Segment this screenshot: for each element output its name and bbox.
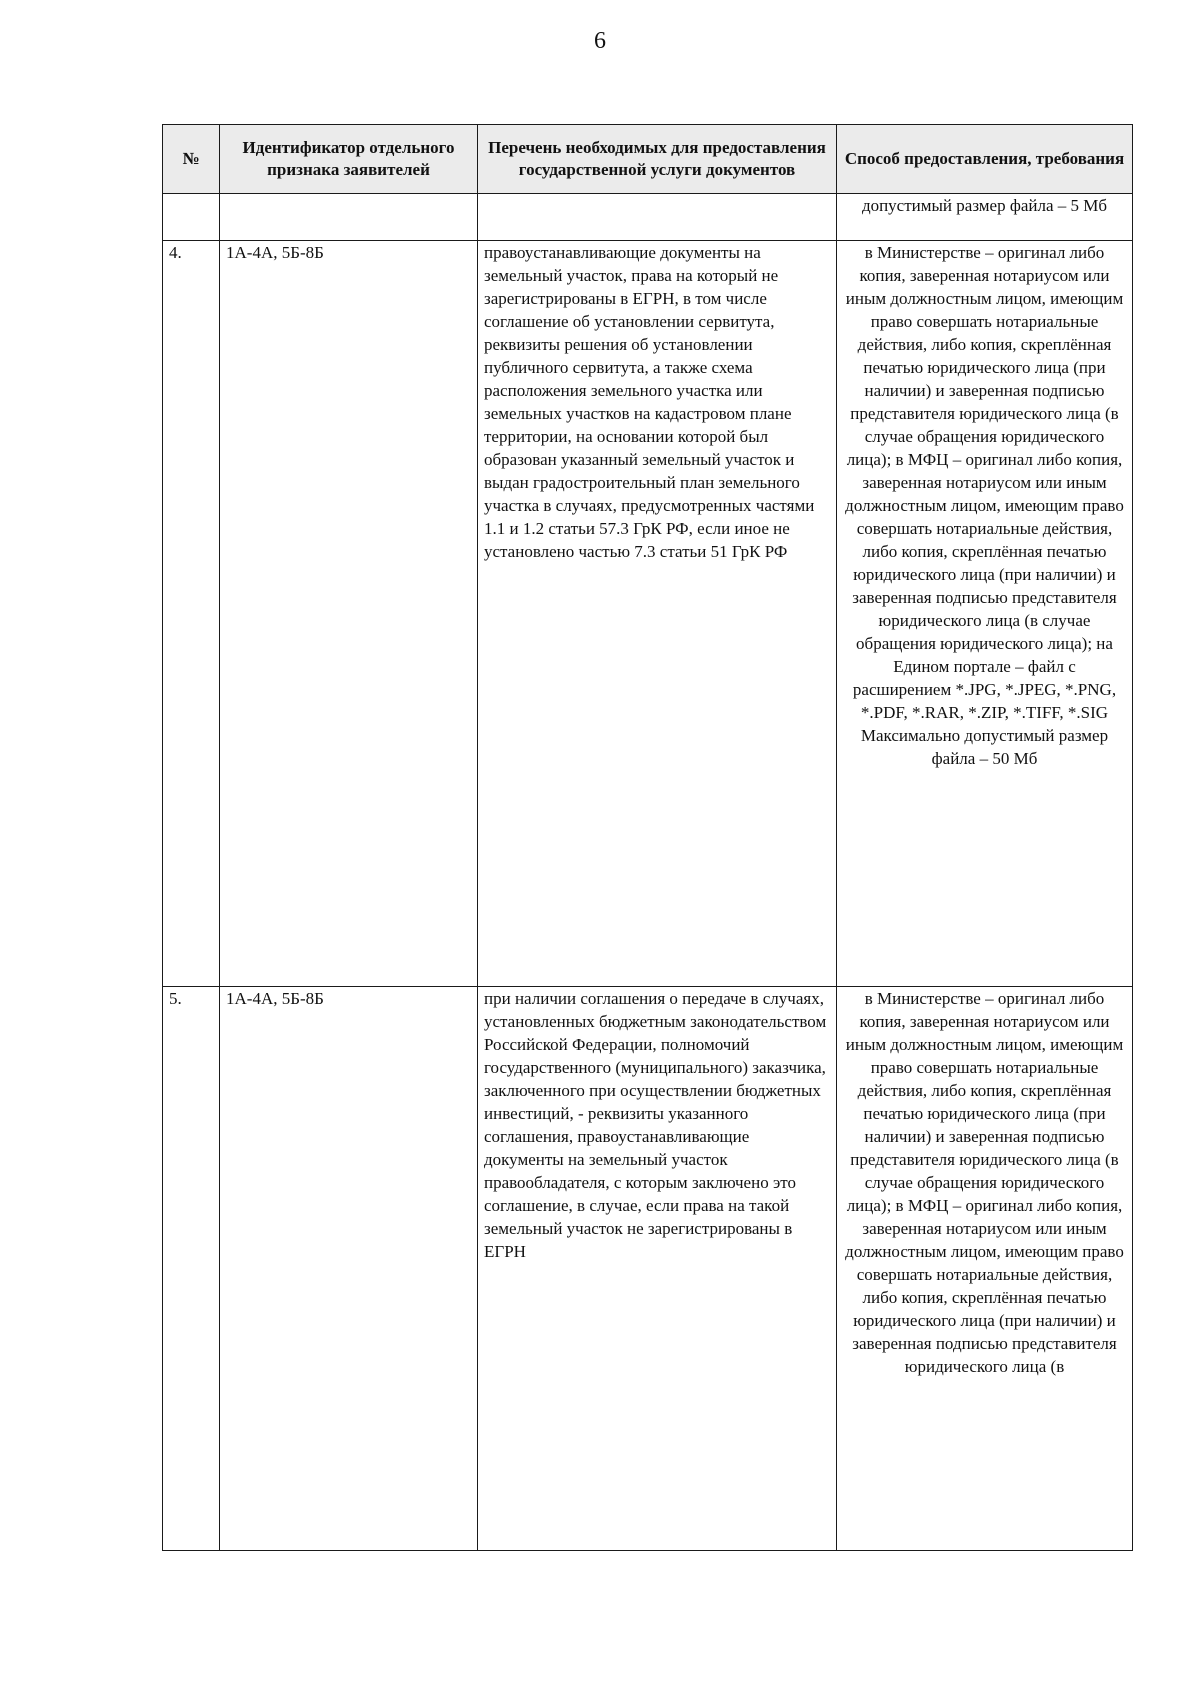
cell-documents: при наличии соглашения о передаче в случаях, установленных бюджетным законодательством Российской Федерации, полномочий государственного (муниципального) заказчика, заключенного при осуществлении бюджетных инвестиций, - реквизиты указанного соглашения, правоустанавливающие документы на земельный участок правообладателя, с которым заключено это соглашение, в случае, если права на такой земельный участок не зарегистрированы в ЕГРН (478, 987, 837, 1551)
requirements-table (162, 124, 1133, 1551)
header-method: Способ предоставления, требования (837, 125, 1133, 194)
cell-documents: правоустанавливающие документы на земельный участок, права на который не зарегистрированы в ЕГРН, в том числе соглашение об установлении сервитута, реквизиты решения об установлении публичного сервитута, а также схема расположения земельного участка или земельных участков на кадастровом плане территории, на основании которой был образован указанный земельный участок и выдан градостроительный план земельного участка в случаях, предусмотренных частями 1.1 и 1.2 статьи 57.3 ГрК РФ, если иное не установлено частью 7.3 статьи 51 ГрК РФ (478, 241, 837, 987)
header-documents: Перечень необходимых для предоставления государственной услуги документов (478, 125, 837, 194)
cell-method: в Министерстве – оригинал либо копия, заверенная нотариусом или иным должностным лицом, имеющим право совершать нотариальные действия, либо копия, скреплённая печатью юридического лица (при наличии) и заверенная подписью представителя юридического лица (в случае обращения юридического лица); в МФЦ – оригинал либо копия, заверенная нотариусом или иным должностным лицом, имеющим право совершать нотариальные действия, либо копия, скреплённая печатью юридического лица (при наличии) и заверенная подписью представителя юридического лица (в случае обращения юридического лица); на Едином портале – файл с расширением *.JPG, *.JPEG, *.PNG, *.PDF, *.RAR, *.ZIP, *.TIFF, *.SIG Максимально допустимый размер файла – 50 Мб (837, 241, 1133, 987)
header-identifier: Идентификатор отдельного признака заявителей (220, 125, 478, 194)
table-row-continuation (163, 194, 1133, 241)
cell-identifier: 1А-4А, 5Б-8Б (220, 987, 478, 1551)
header-num: № (163, 125, 220, 194)
cell-num: 4. (163, 241, 220, 987)
table-header (163, 125, 1133, 194)
cell-num: 5. (163, 987, 220, 1551)
cell-identifier: 1А-4А, 5Б-8Б (220, 241, 478, 987)
cell-method: допустимый размер файла – 5 Мб (837, 194, 1133, 241)
table-row (163, 241, 1133, 987)
table-row (163, 987, 1133, 1551)
page-number: 6 (594, 28, 606, 54)
cell-num (163, 194, 220, 241)
cell-documents (478, 194, 837, 241)
cell-identifier (220, 194, 478, 241)
cell-method: в Министерстве – оригинал либо копия, заверенная нотариусом или иным должностным лицом, имеющим право совершать нотариальные действия, либо копия, скреплённая печатью юридического лица (при наличии) и заверенная подписью представителя юридического лица (в случае обращения юридического лица); в МФЦ – оригинал либо копия, заверенная нотариусом или иным должностным лицом, имеющим право совершать нотариальные действия, либо копия, скреплённая печатью юридического лица (при наличии) и заверенная подписью представителя юридического лица (в (837, 987, 1133, 1551)
